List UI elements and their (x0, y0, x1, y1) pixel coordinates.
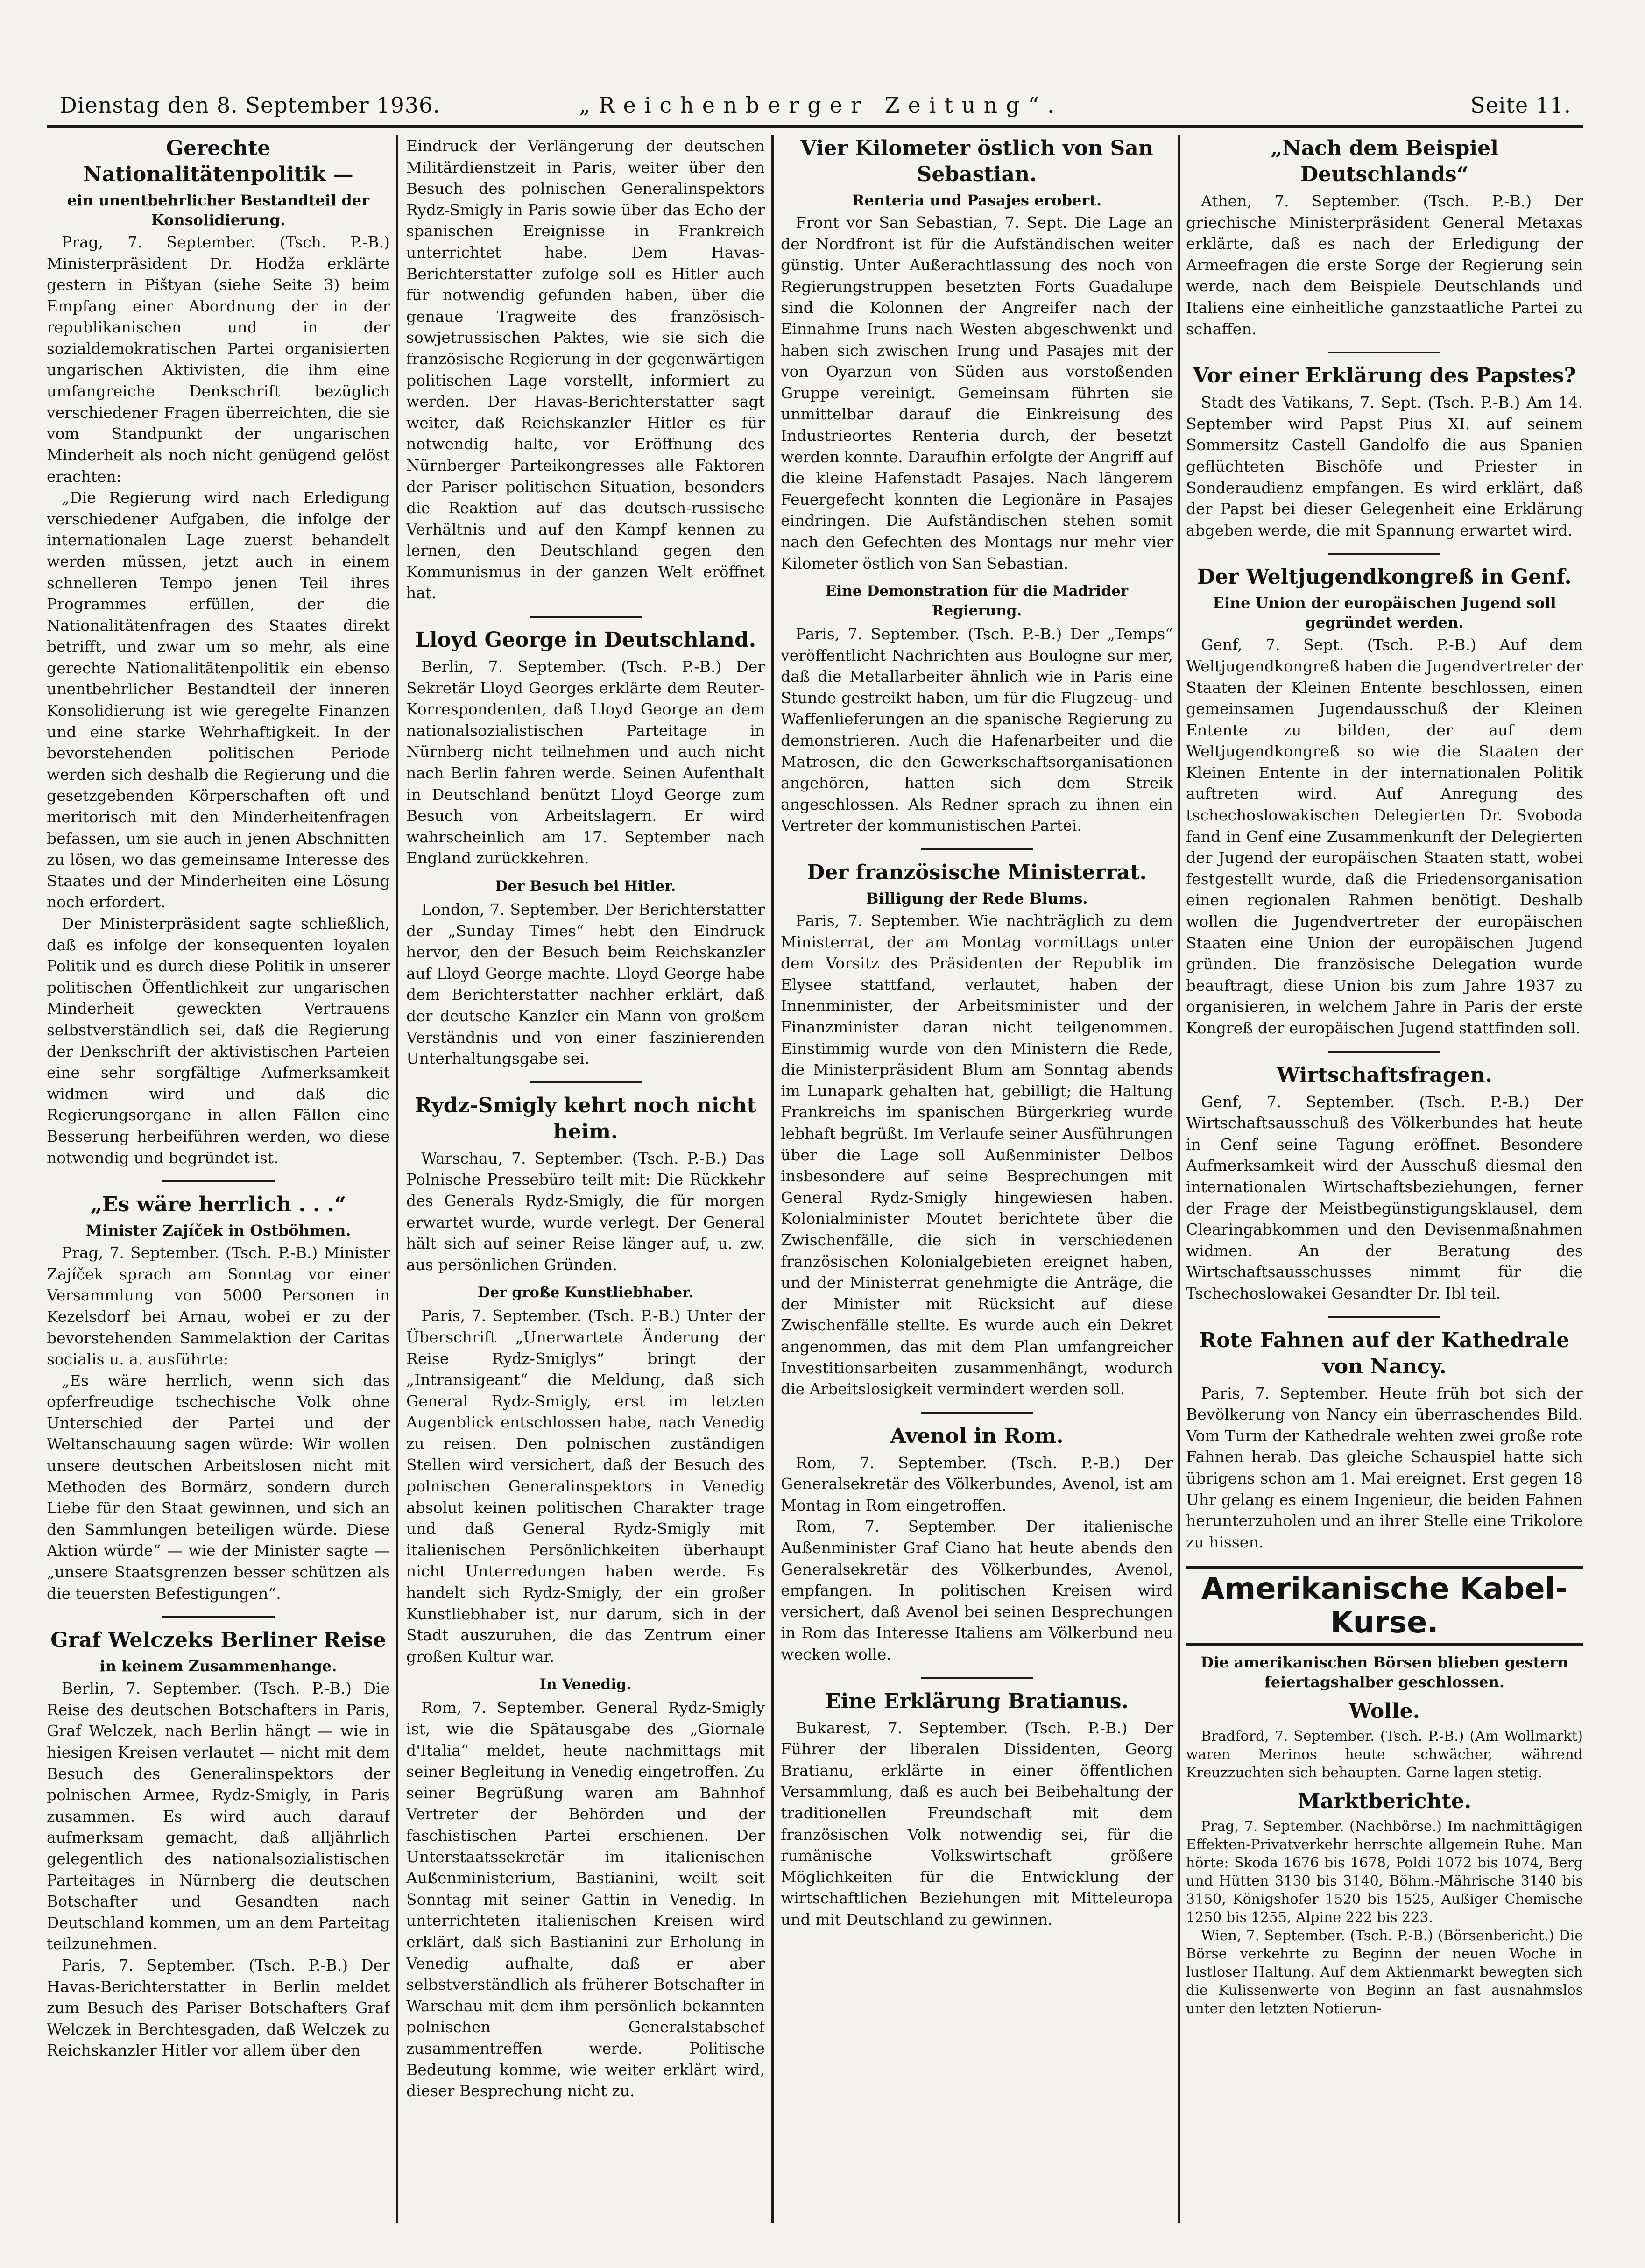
article-separator (1328, 1316, 1440, 1318)
article-paragraph: Paris, 7. September. Heute früh bot sich der Bevölkerung von Nancy ein überraschendes Bild. Vom Turm der Kathedrale wehten zwei große rote Fahnen herab. Das gleiche Schauspiel hatte sich übrigens schon am 1. Mai ereignet. Erst gegen 18 Uhr gelang es einem Ingenieur, die beiden Fahnen herunterzuholen und an ihrer Stelle eine Trikolore zu hissen. (1186, 1384, 1583, 1551)
headline-rydz-smigly: Rydz-Smigly kehrt noch nicht heim. (415, 1093, 756, 1144)
newspaper-page (47, 89, 1583, 2232)
page-number: Seite 11. (1470, 92, 1571, 118)
article-paragraph: „Die Regierung wird nach Erledigung verschiedener Aufgaben, die infolge der internationalen Lage zuerst behandelt werden müssen, jetzt auch in einem schnelleren Tempo jenen Teil ihres Programmes erfüllen, der die Nationalitätenfragen des Staates direkt betrifft, und zwar um so mehr, als eine gerechte Nationalitätenpolitik ein ebenso unentbehrlicher Bestandteil der inneren Konsolidierung ist wie geregelte Finanzen und eine starke Wehrhaftigkeit. In der bevorstehenden politischen Periode werden sich deshalb die Regierung und die gesetzgebenden Körperschaften oft und meritorisch mit den Minderheitenfragen befassen, um sie auch in jenen Abschnitten zu lösen, wo das gemeinsame Interesse des Staates und der Minderheiten eine Lösung noch erfordert. (47, 488, 390, 911)
headline-rote-fahnen: Rote Fahnen auf der Kathedrale von Nancy. (1199, 1328, 1570, 1378)
headline-weltjugendkongress: Der Weltjugendkongreß in Genf. (1197, 565, 1572, 589)
subheadline: in keinem Zusammenhange. (99, 1657, 337, 1675)
subheadline: In Venedig. (539, 1676, 632, 1693)
article-separator (530, 616, 642, 618)
article-paragraph: Prag, 7. September. (Tsch. P.-B.) Ministerpräsident Dr. Hodža erklärte gestern in Pištyan (siehe Seite 3) beim Empfang einer Abordnung der in der republikanischen und in der sozialdemokratischen Partei organisierten ungarischen Aktivisten, die ihm eine umfangreiche Denkschrift bezüglich verschiedener Fragen überreichten, die sie vom Standpunkt der ungarischen Minderheit als noch nicht genügend gelöst erachten: (47, 233, 390, 486)
article-paragraph: Rom, 7. September. Der italienische Außenminister Graf Ciano hat heute abends den Generalsekretär des Völkerbundes, Avenol, empfangen. In politischen Kreisen wird versichert, daß Avenol bei seinen Besprechungen in Rom das Interesse Italiens am Völkerbund neu wecken wolle. (781, 1517, 1173, 1664)
headline-lloyd-george: Lloyd George in Deutschland. (415, 628, 756, 652)
article-paragraph: Wien, 7. September. (Tsch. P.-B.) (Börsenbericht.) Die Börse verkehrte zu Beginn der neuen Woche in lustloser Haltung. Auf dem Aktienmarkt bewegten sich die Kulissenwerte von Beginn an fast ausnahmslos unter den letzten Notierun- (1186, 1928, 1583, 2017)
headline-wirtschaftsfragen: Wirtschaftsfragen. (1277, 1063, 1492, 1087)
article-paragraph: Warschau, 7. September. (Tsch. P.-B.) Das Polnische Pressebüro teilt mit: Die Rückkehr des Generals Rydz-Smigly, die für morgen erwartet wurde, wurde verlegt. Der General hält sich auf seiner Reise länger auf, u. zw. aus persönlichen Gründen. (406, 1149, 765, 1274)
article-paragraph: Rom, 7. September. General Rydz-Smigly ist, wie die Spätausgabe des „Giornale d'Italia“ meldet, heute nachmittags mit seiner Begleitung in Venedig eingetroffen. Zu seiner Begrüßung waren am Bahnhof Vertreter der Behörden und der faschistischen Partei erschienen. Der Unterstaatssekretär im italienischen Außenministerium, Bastianini, weilt seit Sonntag mit seiner Gattin in Venedig. In unterrichteten italienischen Kreisen wird erklärt, daß sich Bastianini zur Erholung in Venedig aufhalte, daß er aber selbstverständlich als früherer Botschafter in Warschau mit dem ihm persönlich bekannten polnischen Generalstabschef zusammentreffen werde. Politische Bedeutung komme, wie weiter erklärt wird, dieser Besprechung nicht zu. (406, 1698, 765, 2100)
subheadline: Eine Demonstration für die Madrider Regierung. (825, 583, 1129, 620)
article-separator (1328, 352, 1440, 353)
column-1 (47, 135, 390, 2223)
article-paragraph: Stadt des Vatikans, 7. Sept. (Tsch. P.-B.) Am 14. September wird Papst Pius XI. auf seinem Sommersitz Castell Gandolfo die aus Spanien geflüchteten Bischöfe und Priester in Sonderaudienz empfangen. Es wird erklärt, daß der Papst bei dieser Gelegenheit eine Erklärung abgeben werde, die mit Spannung erwartet wird. (1186, 393, 1583, 539)
article-paragraph: Athen, 7. September. (Tsch. P.-B.) Der griechische Ministerpräsident General Metaxas erklärte, daß es nach der Erledigung der Armeefragen die erste Sorge der Regierung sein werde, nach dem Beispiele Deutschlands und Italiens eine einheitliche ganzstaatliche Partei zu schaffen. (1186, 192, 1583, 338)
headline-wolle: Wolle. (1349, 1699, 1420, 1724)
column-3 (781, 135, 1173, 2223)
column-rule (396, 135, 398, 2223)
page-header (47, 89, 1583, 121)
article-paragraph: Rom, 7. September. (Tsch. P.-B.) Der Generalsekretär des Völkerbundes, Avenol, ist am Montag in Rom eingetroffen. (781, 1453, 1173, 1514)
column-rule (1178, 135, 1180, 2223)
headline-deutschlands-beispiel: „Nach dem Beispiel Deutschlands“ (1271, 136, 1498, 186)
article-separator (162, 1180, 275, 1182)
column-4 (1186, 135, 1583, 2223)
article-paragraph: London, 7. September. Der Berichterstatter der „Sunday Times“ hebt den Eindruck hervor, den der Besuch beim Reichskanzler auf Lloyd George machte. Lloyd George habe dem Berichterstatter nachher erklärt, daß der deutsche Kanzler ein Mann von großem Verständnis und von einer faszinierenden Unterhaltungsgabe sei. (406, 900, 765, 1068)
article-paragraph: Bukarest, 7. September. (Tsch. P.-B.) Der Führer der liberalen Dissidenten, Georg Bratianu, erklärte in einer öffentlichen Versammlung, daß es auch bei Beibehaltung der traditionellen Freundschaft mit dem französischen Volk notwendig sei, für die rumänische Volkswirtschaft größere Möglichkeiten für die Entwicklung der wirtschaftlichen Beziehungen mit Mitteleuropa und mit Deutschland zu gewinnen. (781, 1718, 1173, 1929)
article-separator (1328, 553, 1440, 555)
article-separator (921, 1677, 1033, 1679)
section-banner-kabel-kurse: Amerikanische Kabel-Kurse. (1186, 1566, 1583, 1646)
article-paragraph: „Es wäre herrlich, wenn sich das opferfreudige tschechische Volk ohne Unterschied der Partei und der Weltanschauung sagen würde: Wir wollen unsere deutschen Arbeitslosen nicht mit Methoden des Bormärz, sondern durch Liebe für den Staat gewinnen, und sich an den Sammlungen beteiligen würde. Diese Aktion würde“ — wie der Minister sagte — „unsere Staatsgrenzen besser schützen als die teuersten Befestigungen“. (47, 1371, 390, 1603)
article-paragraph: Berlin, 7. September. (Tsch. P.-B.) Der Sekretär Lloyd Georges erklärte dem Reuter-Korrespondenten, daß Lloyd George an dem nationalsozialistischen Parteitage in Nürnberg nicht teilnehmen und auch nicht nach Berlin fahren werde. Seinen Aufenthalt in Deutschland benützt Lloyd George zum Besuch von Arbeitslagern. Er wird wahrscheinlich am 17. September nach England zurückkehren. (406, 657, 765, 868)
headline-nationalitaetenpolitik: Gerechte Nationalitätenpolitik — (83, 136, 353, 186)
article-paragraph: Berlin, 7. September. (Tsch. P.-B.) Die Reise des deutschen Botschafters in Paris, Graf Welczek, nach Berlin hängt — wie in hiesigen Kreisen verlautet — nicht mit dem Besuch des Generalinspektors der polnischen Armee, Rydz-Smigly, in Paris zusammen. Es wird auch darauf aufmerksam gemacht, daß alljährlich gelegentlich des nationalsozialistischen Parteitages in Nürnberg die deutschen Botschafter und Gesandten nach Deutschland kommen, um an dem Parteitag teilzunehmen. (47, 1679, 390, 1953)
subheadline: Eine Union der europäischen Jugend soll gegründet werden. (1213, 594, 1556, 632)
subheadline: Minister Zajíček in Ostböhmen. (85, 1222, 351, 1240)
column-2 (406, 135, 765, 2223)
article-paragraph: Genf, 7. September. (Tsch. P.-B.) Der Wirtschaftsausschuß des Völkerbundes hat heute in Genf seine Tagung eröffnet. Besondere Aufmerksamkeit wird der Ausschuß diesmal den internationalen Wirtschaftsbeziehungen, ferner der Frage der Meistbegünstigungsklausel, dem Clearingabkommen und den Devisenmaßnahmen widmen. An der Beratung des Wirtschaftsausschusses nimmt für die Tschechoslowakei Gesandter Dr. Ibl teil. (1186, 1092, 1583, 1302)
headline-marktberichte: Marktberichte. (1297, 1789, 1472, 1814)
article-separator (921, 1412, 1033, 1414)
article-paragraph: Paris, 7. September. (Tsch. P.-B.) Der Havas-Berichterstatter in Berlin meldet zum Besuch des Pariser Botschafters Graf Welczek in Berchtesgaden, daß Welczek zu Reichskanzler Hitler vor allem über den (47, 1956, 390, 2060)
headline-welczek: Graf Welczeks Berliner Reise (50, 1628, 386, 1653)
subheadline: Die amerikanischen Börsen blieben gestern feiertagshalber geschlossen. (1200, 1653, 1568, 1691)
article-paragraph: Paris, 7. September. (Tsch. P.-B.) Der „Temps“ veröffentlicht Nachrichten aus Boulogne sur mer, daß die Metallarbeiter ähnlich wie in Paris eine Stunde gestreikt haben, um für die Flugzeug- und Waffenlieferungen an die spanische Regierung zu demonstrieren. Auch die Hafenarbeiter und die Matrosen, die den Gewerkschaftsorganisationen angehören, hatten sich dem Streik angeschlossen. Als Redner sprach zu ihnen ein Vertreter der kommunistischen Partei. (781, 625, 1173, 835)
article-separator (530, 1081, 642, 1083)
article-paragraph: Front vor San Sebastian, 7. Sept. Die Lage an der Nordfront ist für die Aufständischen weiter günstig. Unter Außerachtlassung des noch von Regierungstruppen besetzten Forts Guadalupe sind die Kolonnen der Angreifer nach der Einnahme Iruns nach Westen abgeschwenkt und haben sich zwischen Irung und Pasajes mit der von Oyarzun von Süden aus vorstoßenden Gruppe vereinigt. Gemeinsam führten sie unmittelbar darauf die Einkreisung des Industrieortes Renteria durch, der besetzt werden konnte. Daraufhin erfolgte der Angriff auf die kleine Hafenstadt Pasajes. Nach längerem Feuergefecht konnten die Legionäre in Pasajes eindringen. Die Aufständischen stehen somit nach den Gefechten des Montags nur mehr vier Kilometer östlich von San Sebastian. (781, 213, 1173, 572)
article-paragraph: Paris, 7. September. Wie nachträglich zu dem Ministerrat, der am Montag vormittags unter dem Vorsitz des Präsidenten der Republik im Elysee stattfand, verlautet, haben der Innenminister, der Arbeitsminister und der Finanzminister daran nicht teilgenommen. Einstimmig wurde von den Ministern die Rede, die Ministerpräsident Blum am Sonntag abends im Lunapark gehalten hat, gebilligt; die Haltung Frankreichs im spanischen Bürgerkrieg wurde lebhaft begrüßt. Im Verlaufe seiner Ausführungen über die Lage soll Außenminister Delbos insbesondere auf seine Besprechungen mit General Rydz-Smigly hingewiesen haben. Kolonialminister Moutet berichtete über die Zwischenfälle, die sich in verschiedenen französischen Kolonialgebieten ereignet haben, und der Ministerrat genehmigte die Anträge, die der Minister mit Rücksicht auf diese Zwischenfälle stellte. Es wurde auch ein Dekret angenommen, das mit dem Plan umfangreicher Investitionsarbeiten zusammenhängt, wodurch die Arbeitslosigkeit vermindert werden soll. (781, 911, 1173, 1399)
headline-es-waere-herrlich: „Es wäre herrlich . . .“ (90, 1193, 346, 1217)
header-rule (47, 125, 1583, 128)
headline-avenol: Avenol in Rom. (890, 1424, 1064, 1448)
article-paragraph: Eindruck der Verlängerung der deutschen Militärdienstzeit in Paris, weiter über den Besuch des polnischen Generalinspektors Rydz-Smigly in Paris sowie über das Echo der spanischen Ereignisse in Frankreich unterrichtet habe. Dem Havas-Berichterstatter zufolge soll es Hitler auch für notwendig gefunden haben, über die genaue Tragweite des französisch-sowjetrussischen Paktes, wie sie sich die französische Regierung in der gegenwärtigen politischen Lage vorstellt, informiert zu werden. Der Havas-Berichterstatter sagt weiter, daß Reichskanzler Hitler es für notwendig halte, vor Eröffnung des Nürnberger Parteikongresses alle Faktoren der Pariser politischen Situation, besonders die Reaktion auf das deutsch-russische Verhältnis und auf den Kampf kennen zu lernen, den Deutschland gegen den Kommunismus in der ganzen Welt eröffnet hat. (406, 137, 765, 602)
subheadline: Der große Kunstliebhaber. (477, 1284, 694, 1301)
subheadline: Renteria und Pasajes erobert. (852, 191, 1102, 209)
article-paragraph: Prag, 7. September. (Tsch. P.-B.) Minister Zajíček sprach am Sonntag vor einer Versammlung von 5000 Personen in Kezelsdorf bei Arnau, wobei er zu der bevorstehenden Sammelaktion der Caritas socialis u. a. ausführte: (47, 1244, 390, 1369)
article-separator (162, 1616, 275, 1618)
subheadline: Der Besuch bei Hitler. (495, 878, 676, 895)
subheadline: ein unentbehrlicher Bestandteil der Konsolidierung. (67, 191, 369, 229)
article-separator (1328, 1051, 1440, 1053)
headline-papst: Vor einer Erklärung des Papstes? (1193, 364, 1576, 388)
article-paragraph: Prag, 7. September. (Nachbörse.) Im nachmittägigen Effekten-Privatverkehr herrschte allgemein Ruhe. Man hörte: Skoda 1676 bis 1678, Poldi 1072 bis 1074, Berg und Hütten 3130 bis 3140, Böhm.-Mährische 3140 bis 3150, Königshofer 1520 bis 1525, Außiger Chemische 1250 bis 1255, Alpine 222 bis 223. (1186, 1818, 1583, 1926)
newspaper-name: „Reichenberger Zeitung“. (579, 92, 1063, 118)
article-paragraph: Bradford, 7. September. (Tsch. P.-B.) (Am Wollmarkt) waren Merinos heute schwächer, während Kreuzzuchten sich behaupten. Garne lagen stetig. (1186, 1728, 1583, 1781)
article-separator (921, 848, 1033, 850)
article-paragraph: Paris, 7. September. (Tsch. P.-B.) Unter der Überschrift „Unerwartete Änderung der Reise Rydz-Smiglys“ bringt der „Intransigeant“ die Meldung, daß sich General Rydz-Smigly, erst im letzten Augenblick entschlossen habe, nach Venedig zu reisen. Den polnischen zuständigen Stellen wird versichert, daß der Besuch des polnischen Generalinspektors in Venedig absolut keinen politischen Charakter trage und daß General Rydz-Smigly mit italienischen Persönlichkeiten überhaupt nicht Unterredungen haben werde. Es handelt sich Rydz-Smigly, der ein großer Kunstliebhaber ist, nur darum, sich in der Stadt auszuruhen, die das Zentrum einer großen Kultur war. (406, 1307, 765, 1666)
subheadline: Billigung der Rede Blums. (866, 890, 1088, 908)
issue-date: Dienstag den 8. September 1936. (60, 92, 440, 118)
headline-bratianu: Eine Erklärung Bratianus. (825, 1689, 1129, 1713)
column-rule (771, 135, 774, 2223)
headline-san-sebastian: Vier Kilometer östlich von San Sebastian. (800, 136, 1153, 186)
headline-ministerrat: Der französische Ministerrat. (807, 861, 1147, 885)
article-paragraph: Der Ministerpräsident sagte schließlich, daß es infolge der konsequenten loyalen Politik und es durch diese Politik in unserer politischen Öffentlichkeit zur ungarischen Minderheit geweckten Vertrauens selbstverständlich sei, daß die Regierung der Denkschrift der aktivistischen Parteien eine sehr sorgfältige Aufmerksamkeit widmen wird und daß die Regierungsorgane in allen Fällen eine Besserung herbeiführen werden, wo diese notwendig und begründet ist. (47, 914, 390, 1167)
article-paragraph: Genf, 7. Sept. (Tsch. P.-B.) Auf dem Weltjugendkongreß haben die Jugendvertreter der Staaten der Kleinen Entente beschlossen, einen gemeinsamen Jugendausschuß der Kleinen Entente zu bilden, der auf dem Weltjugendkongreß so wie die Staaten der Kleinen Entente in der internationalen Politik auftreten wird. Auf Anregung des tschechoslowakischen Delegierten Dr. Svoboda fand in Genf eine Zusammenkunft der Delegierten der Jugend der europäischen Staaten statt, wobei festgestellt wurde, daß die Friedensorganisation einen regionalen Rahmen benötigt. Deshalb wollen die Jugendvertreter der europäischen Staaten eine Union der europäischen Jugend gründen. Die französische Delegation wurde beauftragt, diese Union bis zum Jahre 1937 zu organisieren, in welchem Jahre in Paris der erste Kongreß der europäischen Jugend stattfinden soll. (1186, 636, 1583, 1037)
